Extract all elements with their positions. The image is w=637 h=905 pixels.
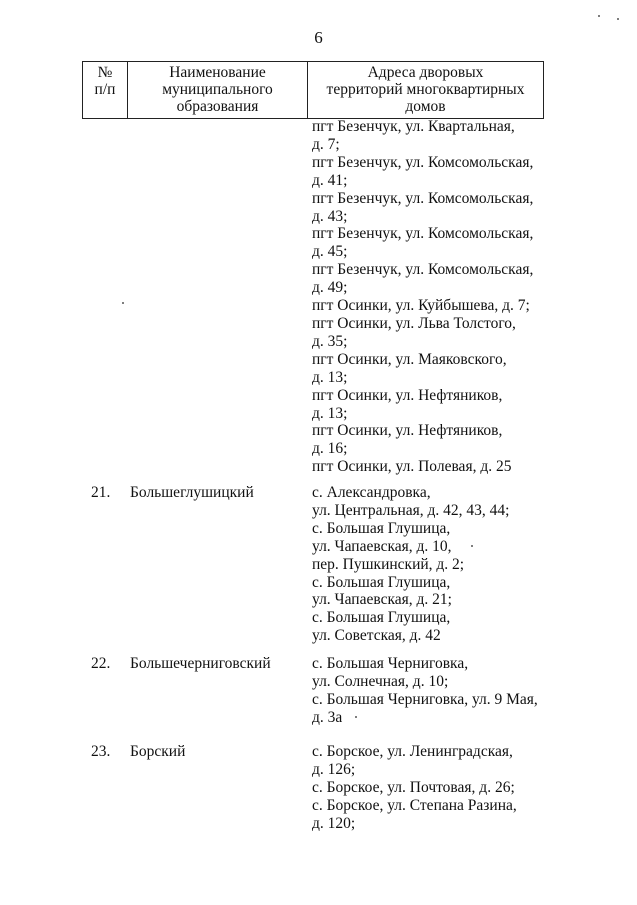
- scan-speck: [122, 302, 124, 304]
- header-addresses-cell: [308, 62, 543, 118]
- header-municipality-label-3: образования: [176, 98, 259, 115]
- scan-speck: [617, 18, 619, 20]
- header-municipality-cell: [128, 62, 308, 118]
- header-number-label: №: [97, 64, 113, 81]
- row-number: 21.: [91, 484, 111, 501]
- municipality-name: Большечерниговский: [130, 655, 271, 672]
- header-municipality-label-2: муниципального: [162, 81, 273, 98]
- municipality-name: Борский: [130, 743, 186, 760]
- page-number: 6: [314, 28, 323, 47]
- header-addresses-label: Адреса дворовых: [367, 64, 484, 81]
- row-number: 22.: [91, 655, 111, 672]
- header-number-cell: [83, 62, 128, 118]
- scan-speck: [471, 545, 473, 547]
- header-number-label-2: п/п: [94, 81, 116, 98]
- table-header: [82, 61, 544, 119]
- row-addresses: с. Александровка, ул. Центральная, д. 42, 43, 44; с. Большая Глушица, ул. Чапаевская, д. 10, пер. Пушкинский, д. 2; с. Большая Глушица, ул. Чапаевская, д. 21; с. Большая Глушица, ул. Советская, д. 42: [312, 484, 510, 645]
- scan-speck: [355, 716, 357, 718]
- municipality-name: Большеглушицкий: [130, 484, 254, 501]
- row-addresses: с. Большая Черниговка, ул. Солнечная, д. 10; с. Большая Черниговка, ул. 9 Мая, д. 3а: [312, 655, 538, 726]
- header-municipality-label: Наименование: [169, 64, 266, 81]
- continued-addresses: пгт Безенчук, ул. Квартальная, д. 7; пгт Безенчук, ул. Комсомольская, д. 41; пгт Безенчук, ул. Комсомольская, д. 43; пгт Безенчук, ул. Комсомольская, д. 45; пгт Безенчук, ул. Комсомольская, д. 49; пгт Осинки, ул. Куйбышева, д. 7; пгт Осинки, ул. Льва Толстого, д. 35; пгт Осинки, ул. Маяковского, д. 13; пгт Осинки, ул. Нефтяников, д. 13; пгт Осинки, ул. Нефтяников, д. 16; пгт Осинки, ул. Полевая, д. 25: [312, 118, 534, 476]
- header-addresses-label-2: территорий многоквартирных: [326, 81, 525, 98]
- row-number: 23.: [91, 743, 111, 760]
- scan-speck: [598, 15, 600, 17]
- row-addresses: с. Борское, ул. Ленинградская, д. 126; с. Борское, ул. Почтовая, д. 26; с. Борское, ул. Степана Разина, д. 120;: [312, 743, 517, 832]
- header-addresses-label-3: домов: [405, 98, 446, 115]
